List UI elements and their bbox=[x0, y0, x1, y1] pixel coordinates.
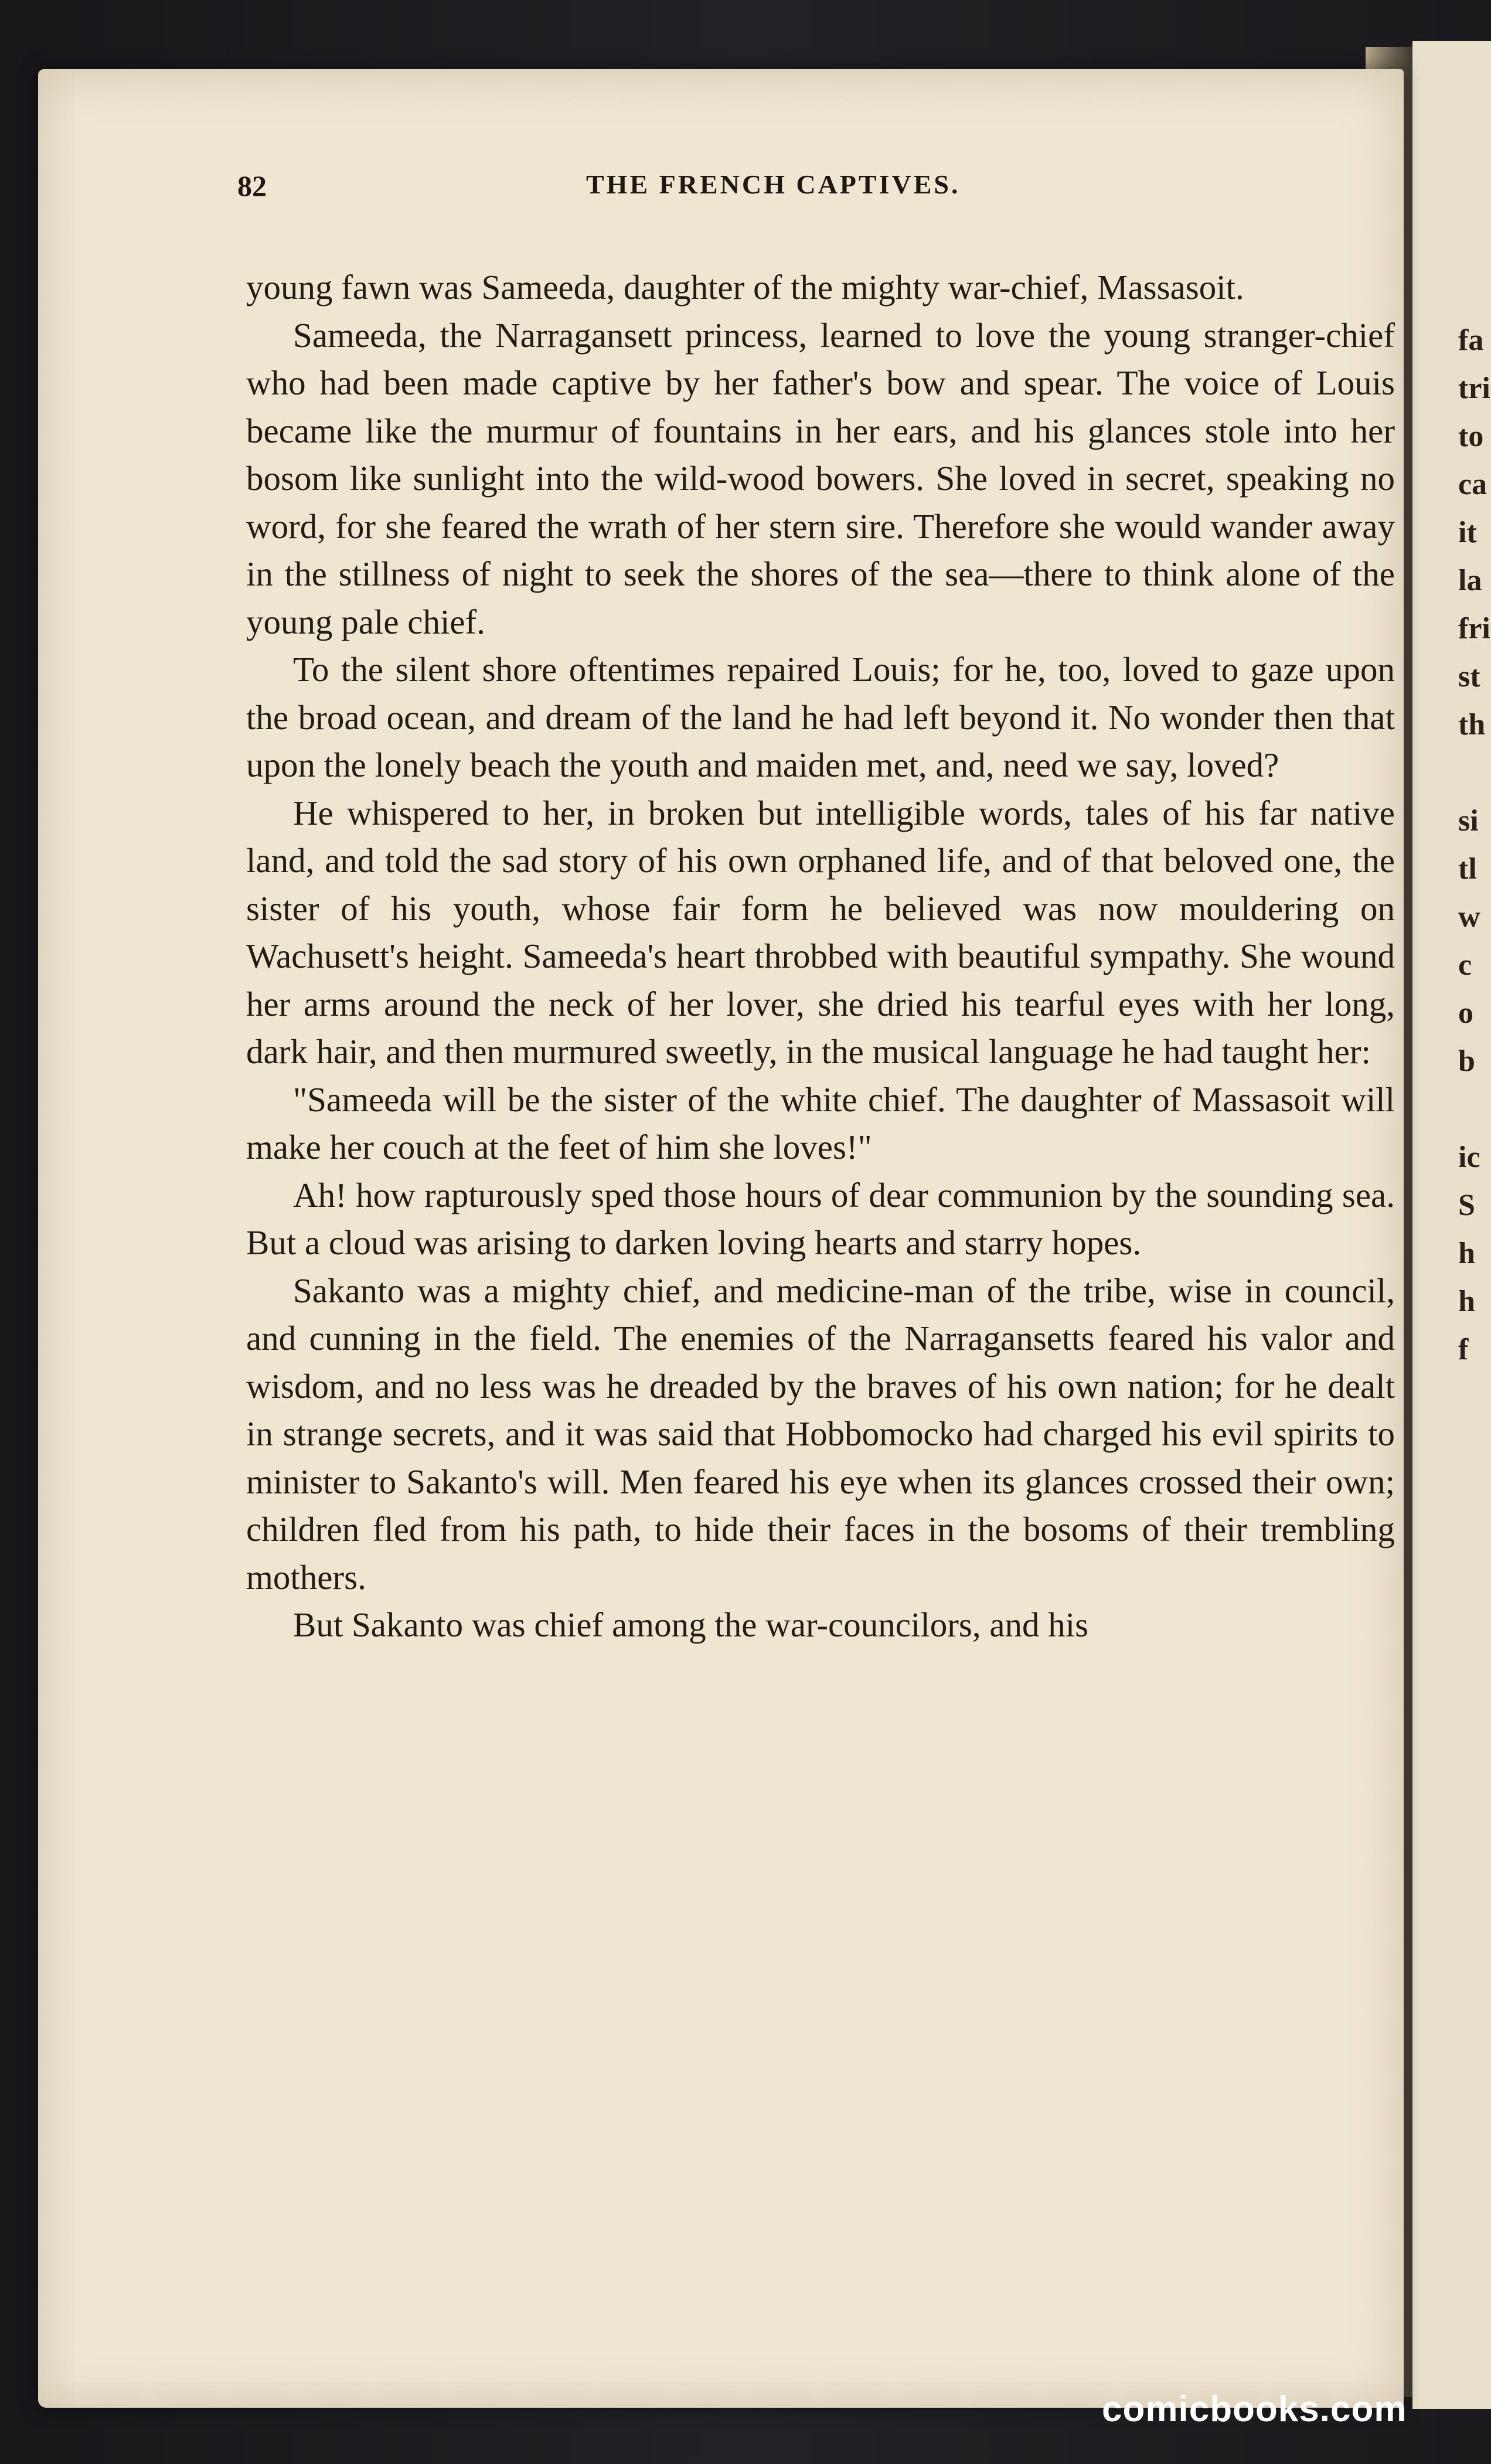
paragraph-5: "Sameeda will be the sister of the white chief. The daughter of Massasoit will make her couch at the feet of him she loves!" bbox=[246, 1080, 1395, 1166]
watermark-text: comicbooks.com bbox=[1102, 2389, 1407, 2429]
adjacent-page-text: fa tri to ca it la fri st th si tl w c o b ic S h h f bbox=[1458, 324, 1490, 1366]
paragraph-1: young fawn was Sameeda, daughter of the mighty war-chief, Massasoit. bbox=[246, 268, 1244, 307]
paragraph-8: But Sakanto was chief among the war-councilors, and his bbox=[293, 1605, 1089, 1644]
running-head bbox=[237, 169, 1395, 210]
adjacent-page bbox=[1412, 41, 1491, 2409]
page-number: 82 bbox=[237, 169, 267, 202]
paragraph-2: Sameeda, the Narragansett princess, learned to love the young stranger-chief who had been made captive by her father's bow and spear. The voice of Louis became like the murmur of fountains in her ears, and his glances stole into her bosom like sunlight into the wild-wood bowers. She loved in secret, speaking no word, for she feared the wrath of her stern sire. Therefore she would wander away in the stillness of night to seek the shores of the sea—there to think alone of the young pale chief. bbox=[246, 315, 1395, 641]
paragraph-3: To the silent shore oftentimes repaired Louis; for he, too, loved to gaze upon the broad ocean, and dream of the land he had left beyond it. No wonder then that upon the lonely beach the youth and maiden met, and, need we say, loved? bbox=[246, 650, 1395, 784]
paragraph-6: Ah! how rapturously sped those hours of dear communion by the sounding sea. But a cloud was arising to darken loving hearts and starry hopes. bbox=[246, 1175, 1395, 1262]
paragraph-7: Sakanto was a mighty chief, and medicine-man of the tribe, wise in council, and cunning in the field. The enemies of the Narragansetts feared his valor and wisdom, and no less was he dreaded by the braves of his own nation; for he dealt in strange secrets, and it was said that Hobbomocko had charged his evil spirits to minister to Sakanto's will. Men feared his eye when its glances crossed their own; children fled from his path, to hide their faces in the bosoms of their trembling mothers. bbox=[246, 1271, 1395, 1597]
body-text bbox=[246, 264, 1395, 1649]
paragraph-4: He whispered to her, in broken but intelligible words, tales of his far native land, and told the sad story of his own orphaned life, and of that beloved one, the sister of his youth, whose fair form he believed was now mouldering on Wachusett's height. Sameeda's heart throbbed with beautiful sympathy. She wound her arms around the neck of her lover, she dried his tearful eyes with her long, dark hair, and then murmured sweetly, in the musical language he had taught her: bbox=[246, 793, 1395, 1071]
running-title: THE FRENCH CAPTIVES. bbox=[586, 169, 961, 199]
